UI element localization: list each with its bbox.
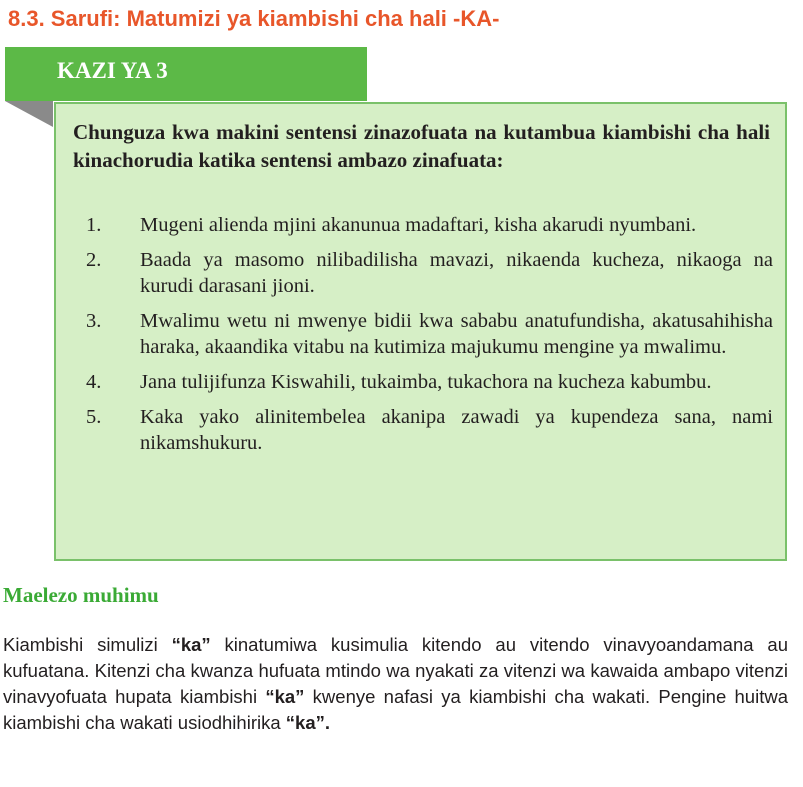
notes-heading: Maelezo muhimu xyxy=(3,583,159,607)
item-text: Mugeni aliendа mjini akanunua madaftari, kisha akarudi nyumbani. xyxy=(140,214,697,236)
item-number: 1. xyxy=(86,214,102,236)
item-text: Mwalimu wetu ni mwenye bidii kwa sababu anatufundisha, akatusahihisha haraka, akaandika vitabu na kutimiza majukumu mengine ya mwalimu. xyxy=(140,310,773,358)
ribbon-fold xyxy=(5,101,53,127)
task-ribbon xyxy=(5,47,367,101)
list-item xyxy=(86,369,773,395)
item-text: Jana tulijifunza Kiswahili, tukaimba, tukachora na kucheza kabumbu. xyxy=(140,371,712,393)
task-instructions: Chunguza kwa makini sentensi zinazofuata na kutambua kiambishi cha hali kinachorudia katika sentensi ambazo zinafuata: xyxy=(73,120,770,172)
notes-text: kwenye nafasi ya kiambishi cha wakati. Pengine huitwa kiambishi cha wakati usiodhihirika xyxy=(3,686,788,733)
list-item xyxy=(86,212,773,238)
task-box xyxy=(54,102,787,561)
notes-text: Kiambishi simulizi xyxy=(3,634,172,655)
list-item xyxy=(86,404,773,456)
item-number: 3. xyxy=(86,310,102,332)
item-text: Baada ya masomo nilibadilisha mavazi, nikaenda kucheza, nikaoga na kurudi darasani jioni. xyxy=(140,249,773,297)
sentence-list xyxy=(86,212,773,465)
task-label: KAZI YA 3 xyxy=(57,58,168,83)
item-number: 2. xyxy=(86,249,102,271)
notes-text: kinatumiwa kusimulia kitendo au vitendo vinavyoandamana au kufuatana. Kitenzi cha kwanza hufuata mtindo wa nyakati za vitenzi wa kawaida ambapo vitenzi vinavyofuata hupata kiambishi xyxy=(3,634,788,707)
notes-bold-term: “ka”. xyxy=(285,712,330,733)
item-number: 4. xyxy=(86,371,102,393)
list-item xyxy=(86,247,773,299)
notes-bold-term: “ka” xyxy=(171,634,211,655)
item-number: 5. xyxy=(86,406,102,428)
list-item xyxy=(86,308,773,360)
notes-paragraph xyxy=(3,632,788,736)
item-text: Kaka yako alinitembelea akanipa zawadi ya kupendeza sana, nami nikamshukuru. xyxy=(140,406,773,454)
notes-bold-term: “ka” xyxy=(265,686,305,707)
section-title: 8.3. Sarufi: Matumizi ya kiambishi cha hali -KA- xyxy=(8,6,500,31)
